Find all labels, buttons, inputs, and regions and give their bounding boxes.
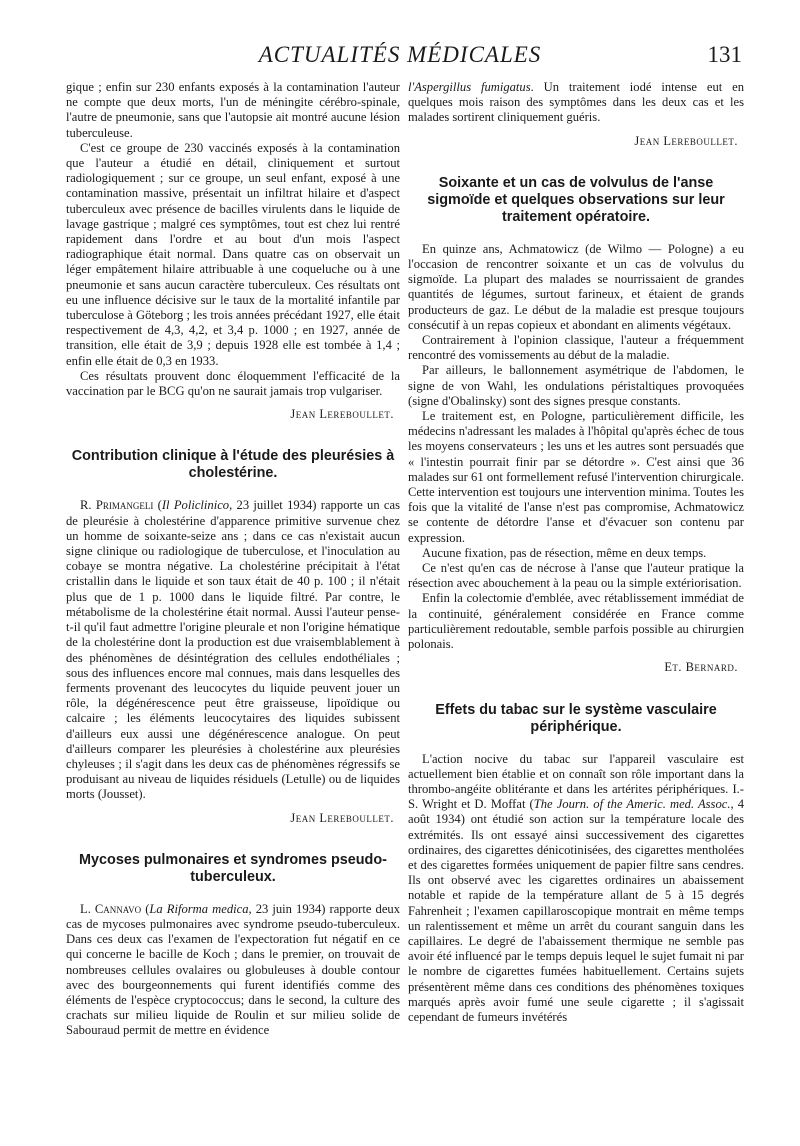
article-paragraph: Ce n'est qu'en cas de nécrose à l'anse que l'auteur pratique la résection avec abouchement à la peau ou la simple extériorisation. [408, 561, 744, 591]
article-body-tabac: L'action nocive du tabac sur l'appareil vasculaire est actuellement bien établie et on connaît son rôle important dans la thrombo-angéite oblitérante et dans les artérites périphériques. I.-S. Wright et D. Moffat (The Journ. of the Americ. med. Assoc., 4 août 1934) ont étudié son action sur la température locale des extrémités. Ils ont essayé ainsi successivement des cigarettes ordinaires, des cigarettes dénicotinisées, des cigarettes mentholées et des cigarettes formées uniquement de papier filtre sans cendres. Ils ont observé avec les cigarettes ordinaires un abaissement notable et rapide de la température allant de 5 à 15 degrés Fahrenheit ; l'examen capillaroscopique montrait en même temps un ralentissement et même un arrêt du courant sanguin dans les capillaires. Le degré de l'abaissement thermique ne semble pas avoir été influencé par le temps depuis lequel le sujet fumait ni par le nombre de cigarettes fumées habituellement. Certains sujets présentèrent même dans ces conditions des phénomènes toxiques marqués après avoir fumé une seule cigarette ; il s'agissait cependant de fumeurs invétérés [408, 751, 745, 1024]
article-heading-volvulus: Soixante et un cas de volvulus de l'anse sigmoïde et quelques observations sur leur traitement opératoire. [427, 174, 725, 225]
running-title: ACTUALITÉS MÉDICALES [258, 42, 542, 67]
article-signature: Et. Bernard. [664, 660, 738, 675]
article-paragraph: Le traitement est, en Pologne, particulièrement difficile, les médecins n'adressant les malades à l'hôpital qu'après échec de tous les moyens conservateurs ; les uns et les autres sont persuadés que « l'intestin pourrait finir par se détordre ». C'est ainsi que 36 malades sur 61 ont formellement refusé l'intervention chirurgicale. Cette intervention est toujours une intervention minima. Toutes les fois que la vitalité de l'anse n'est pas compromise, Achmatowicz se contente de détordre l'anse et d'évacuer son contenu par expression. [408, 409, 744, 545]
journal-title: Il Policlinico [161, 498, 230, 513]
article-author: L. Cannavo [80, 901, 142, 916]
intro-paragraph: C'est ce groupe de 230 vaccinés exposés à la contamination que l'auteur a étudié en détail, cliniquement et surtout radiologiquement ; sur ce groupe, un seul enfant, exposé à une contamination massive, présentait un infiltrat hilaire et d'aspect tuberculeux avec présence de bacilles virulents dans le liquide de lavage gastrique ; malgré ces symptômes, tout est chez lui rentré rapidement dans l'ordre et au bout d'un mois l'aspect radiographique était normal. Dans quatre cas on observait un léger empâtement hilaire attribuable à une coqueluche ou à une pneumonie et sans aucun caractère tuberculeux. Ces résultats ont eu une influence décisive sur le taux de la mortalité infantile par tuberculose à Göteborg ; les trois années précédant 1927, elle était respectivement de 4,3, 4,2, et 3,4 p. 1000 ; en 1927, année de transition, elle était de 3,9 ; depuis 1928 elle est tombée à 1,4 ; enfin elle était de 0,3 en 1933. [66, 140, 400, 368]
article-paragraph: Par ailleurs, le ballonnement asymétrique de l'abdomen, le signe de von Wahl, les ondulations péristaltiques provoquées (signe d'Obalinsky) sont des signes presque constants. [408, 363, 744, 408]
page-number: 131 [707, 42, 742, 67]
article-heading-mycoses: Mycoses pulmonaires et syndromes pseudo-tuberculeux. [79, 851, 387, 885]
article-heading-tabac: Effets du tabac sur le système vasculaire périphérique. [435, 701, 717, 735]
journal-title: La Riforma medica [149, 901, 249, 916]
article-paragraph: En quinze ans, Achmatowicz (de Wilmo — Pologne) a eu l'occasion de rencontrer soixante et un cas de volvulus du sigmoïde. La plupart des malades se nourrissaient de grandes quantités de légumes, surtout farineux, et étaient de grands producteurs de gaz. Le début de la maladie est presque toujours consécutif à un repas copieux et abondant en aliments végétaux. [408, 241, 744, 332]
article-signature: Jean Lereboullet. [290, 810, 394, 825]
left-column [66, 80, 400, 1039]
article-author: R. Primangeli [80, 498, 154, 513]
continuation-signature: Jean Lereboullet. [634, 133, 738, 148]
article-heading-pleuresies: Contribution clinique à l'étude des pleurésies à cholestérine. [71, 448, 395, 482]
article-paragraph: Contrairement à l'opinion classique, l'auteur a fréquemment rencontré des vomissements au début de la maladie. [408, 333, 744, 363]
article-paragraph: Enfin la colectomie d'emblée, avec rétablissement immédiat de la continuité, généralement considérée en France comme particulièrement redoutable, semble parfois possible au chirurgien polonais. [408, 591, 744, 652]
article-paragraph: Aucune fixation, pas de résection, même en deux temps. [422, 545, 707, 560]
intro-paragraph: Ces résultats prouvent donc éloquemment l'efficacité de la vaccination par le BCG qu'on ne saurait jamais trop vulgariser. [66, 368, 400, 399]
journal-title: The Journ. of the Americ. med. Assoc. [533, 797, 731, 812]
running-header [0, 42, 800, 72]
article-text: , 23 juin 1934) rapporte deux cas de mycoses pulmonaires avec syndrome pseudo-tuberculeux. Dans ces deux cas l'examen de l'expectoration fut négatif en ce qui concerne le bacille de Koch ; dans le premier, on trouvait de nombreuses cellules ovalaires ou globuleuses à double contour avec des bourgeonnements qui furent identifiés comme des éléments de l'espèce cryptococcus; dans le second, la culture des crachats sur milieu liquide de Roulin et sur milieu solide de Sabouraud permit de mettre en évidence [66, 901, 401, 1038]
article-text: , 23 juillet 1934) rapporte un cas de pleurésie à cholestérine d'apparence primitive survenue chez un homme de soixante-seize ans ; dans ce cas n'existait aucun signe clinique ou radiologique de tuberculose, et l'inoculation au cobaye se montra négative. La cholestérine précipitait à l'état cristallin dans le liquide et son taux était de 40 p. 100 ; il n'était plus que de 1 p. 1000 dans le liquide filtré. Par contre, le métabolisme de la cholestérine était normal. Aussi l'auteur pense-t-il qu'il faut admettre l'origine pleurale et non l'origine hématique de la cholestérine dont la production est due vraisemblablement à des phénomènes de désintégration des cellules endothéliales ; sous des influences encore mal connues, mais dans lesquelles des ferments provenant des leucocytes du liquide peuvent jouer un rôle, la dégénérescence peut être graisseuse, lipoïdique ou calcaire ; les éléments leucocytaires des liquides subissent d'ailleurs eux aussi une dégénérescence analogue. On peut d'ailleurs comparer les pleurésies à cholestérine aux pleurésies chyleuses ; il s'agit dans les deux cas de phénomènes régressifs se produisant au niveau de liquides résiduels (Letulle) ou de liquides morts (Jousset). [66, 498, 400, 802]
article-body-mycoses: L. Cannavo (La Riforma medica, 23 juin 1934) rapporte deux cas de mycoses pulmonaires avec syndrome pseudo-tuberculeux. Dans ces deux cas l'examen de l'expectoration fut négatif en ce qui concerne le bacille de Koch ; dans le premier, on trouvait de nombreuses cellules ovalaires ou globuleuses à double contour avec des bourgeonnements qui furent identifiés comme des éléments de l'espèce cryptococcus; dans le second, la culture des crachats sur milieu liquide de Roulin et sur milieu solide de Sabouraud permit de mettre en évidence [66, 901, 401, 1038]
species-name: l'Aspergillus fumigatus [408, 80, 531, 94]
continuation-paragraph: l'Aspergillus fumigatus. Un traitement iodé intense eut en quelques mois raison des symptômes dans les deux cas et les malades sortirent cliniquement guéris. [408, 80, 744, 125]
article-body-pleuresies: R. Primangeli (Il Policlinico, 23 juillet 1934) rapporte un cas de pleurésie à cholestérine d'apparence primitive survenue chez un homme de soixante-seize ans ; dans ce cas n'existait aucun signe clinique ou radiologique de tuberculose, et l'inoculation au cobaye se montra négative. La cholestérine précipitait à l'état cristallin dans le liquide et son taux était de 40 p. 100 ; il n'était plus que de 1 p. 1000 dans le liquide filtré. Par contre, le métabolisme de la cholestérine était normal. Aussi l'auteur pense-t-il qu'il faut admettre l'origine pleurale et non l'origine hématique de la cholestérine dont la production est due vraisemblablement à des phénomènes de désintégration des cellules endothéliales ; sous des influences encore mal connues, mais dans lesquelles des ferments provenant des leucocytes du liquide peuvent jouer un rôle, la dégénérescence peut être graisseuse, lipoïdique ou calcaire ; les éléments leucocytaires des liquides subissent d'ailleurs eux aussi une dégénérescence analogue. On peut d'ailleurs comparer les pleurésies à cholestérine aux pleurésies chyleuses ; il s'agit dans les deux cas de phénomènes régressifs se produisant au niveau de liquides résiduels (Letulle) ou de liquides morts (Jousset). [66, 498, 400, 802]
right-column [408, 80, 744, 1025]
intro-paragraph: gique ; enfin sur 230 enfants exposés à la contamination l'auteur ne compte que deux morts, l'un de méningite cérébro-spinale, l'autre de pneumonie, sans que l'autopsie ait montré aucune lésion tuberculeuse. [66, 80, 400, 140]
intro-signature: Jean Lereboullet. [290, 407, 394, 422]
